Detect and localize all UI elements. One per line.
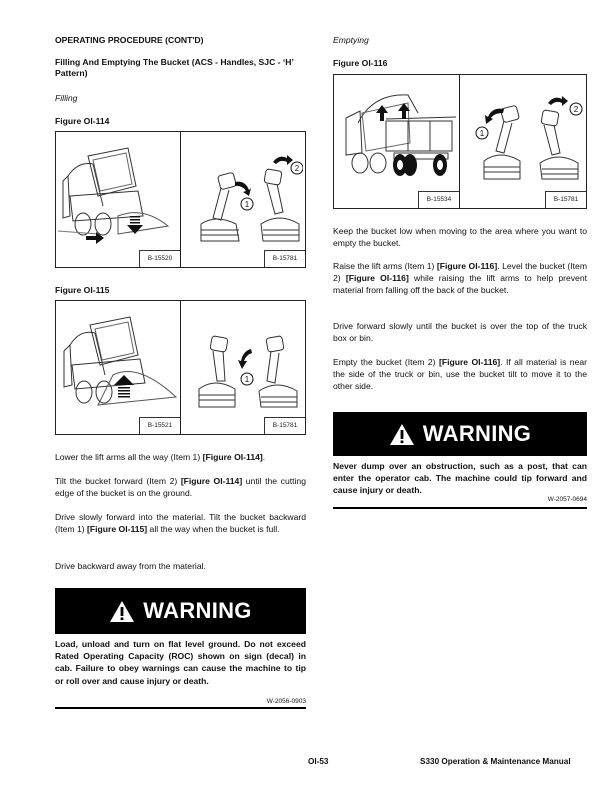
paragraph-text: . Level the bucket (Item 2) (333, 261, 588, 284)
section-title: OPERATING PROCEDURE (CONT'D) (55, 35, 204, 45)
figure-reference: [Figure OI-116] (438, 357, 501, 367)
warning-banner (333, 412, 587, 456)
callout-2: 2 (573, 105, 579, 114)
paragraph-text: Tilt the bucket forward (Item 2) (55, 476, 181, 486)
callout-1: 1 (244, 375, 250, 384)
paragraph-text: Drive backward away from the material. (55, 561, 206, 571)
paragraph-text: Lower the lift arms all the way (Item 1) (55, 452, 203, 462)
loader-lowering-illustration (58, 136, 178, 246)
paragraph-text: Empty the bucket (Item 2) (333, 357, 439, 367)
paragraph-keep-bucket-low (333, 225, 587, 249)
figure-reference: [Figure OI-114] (202, 452, 263, 462)
joystick-controls-illustration (470, 85, 584, 195)
emptying-heading: Emptying (333, 35, 369, 45)
figure-reference: [Figure OI-114] (180, 476, 243, 486)
warning-title: WARNING (422, 421, 532, 446)
paragraph-empty-bucket (333, 356, 587, 393)
paragraph-text: Keep the bucket low when moving to the area where you want to empty the bucket. (333, 226, 587, 249)
paragraph-drive-forward (55, 511, 306, 535)
paragraph-text: . If all material is near the side of the truck or bin, use the bucket tilt to move it to the other side. (333, 357, 587, 392)
paragraph-drive-backward (55, 560, 306, 572)
figure-label-oi-116: Figure OI-116 (333, 58, 388, 68)
callout-2: 2 (294, 164, 300, 173)
figure-code-right: B-15781 (264, 417, 305, 434)
loader-dumping-into-truck-illustration (338, 83, 458, 183)
paragraph-lower-lift-arms (55, 451, 306, 463)
figure-code-left: B-15521 (139, 417, 180, 434)
filling-heading: Filling (55, 93, 78, 103)
warning-code: W-2056-0903 (266, 698, 306, 705)
joystick-controls-illustration (191, 315, 303, 425)
warning-text: Load, unload and turn on flat level ground. Do not exceed Rated Operating Capacity (ROC) shown on sign (decal) in cab. Failure to obey warnings can cause the machine to tip or roll over and cause injury or death. (55, 639, 306, 686)
figure-code-right: B-15781 (545, 191, 586, 208)
figure-oi-115 (55, 300, 306, 435)
figure-code-left: B-15534 (418, 191, 459, 208)
paragraph-drive-forward-slowly (333, 320, 587, 344)
figure-reference: [Figure OI-116] (345, 273, 409, 284)
warning-triangle-icon (109, 600, 135, 623)
warning-triangle-icon (389, 423, 415, 446)
figure-divider (180, 301, 181, 434)
figure-code-left: B-15520 (139, 250, 180, 267)
paragraph-text: Drive slowly forward into the material. Tilt the bucket backward (Item 1) (55, 512, 306, 535)
figure-code-right: B-15781 (264, 250, 305, 267)
loader-filling-illustration (58, 307, 178, 417)
figure-label-oi-115: Figure OI-115 (55, 285, 110, 295)
figure-oi-116 (333, 74, 587, 209)
paragraph-text: all the way when the bucket is full. (147, 524, 280, 535)
figure-oi-114 (55, 131, 306, 268)
callout-1: 1 (479, 129, 485, 138)
warning-banner (55, 588, 306, 634)
figure-divider (459, 75, 460, 208)
paragraph-text: Raise the lift arms (Item 1) (333, 261, 437, 271)
paragraph-tilt-bucket-forward (55, 475, 306, 499)
paragraph-text: until the cutting edge of the bucket is on the ground. (55, 476, 306, 499)
manual-title: S330 Operation & Maintenance Manual (420, 757, 571, 766)
subsection-title: Filling And Emptying The Bucket (ACS - Handles, SJC - ‘H’ Pattern) (55, 57, 294, 78)
warning-rule (55, 707, 306, 709)
page-number: OI-53 (308, 757, 329, 766)
warning-text: Never dump over an obstruction, such as a post, that can enter the operator cab. The machine could tip forward and cause injury or death. (333, 461, 587, 496)
paragraph-raise-lift-arms (333, 260, 587, 297)
warning-title: WARNING (143, 598, 252, 623)
figure-label-oi-114: Figure OI-114 (55, 116, 110, 126)
figure-reference: [Figure OI-115] (87, 524, 148, 535)
paragraph-text: . (262, 452, 266, 462)
warning-rule (333, 507, 587, 509)
figure-reference: [Figure OI-116] (436, 261, 498, 271)
figure-divider (180, 132, 181, 267)
paragraph-text: Drive forward slowly until the bucket is over the top of the truck box or bin. (333, 321, 587, 344)
warning-code: W-2057-0694 (547, 496, 587, 503)
paragraph-text: while raising the lift arms to help prevent material from falling off the back of the bucket. (333, 273, 588, 296)
joystick-controls-illustration (191, 146, 303, 256)
callout-1: 1 (244, 200, 250, 209)
